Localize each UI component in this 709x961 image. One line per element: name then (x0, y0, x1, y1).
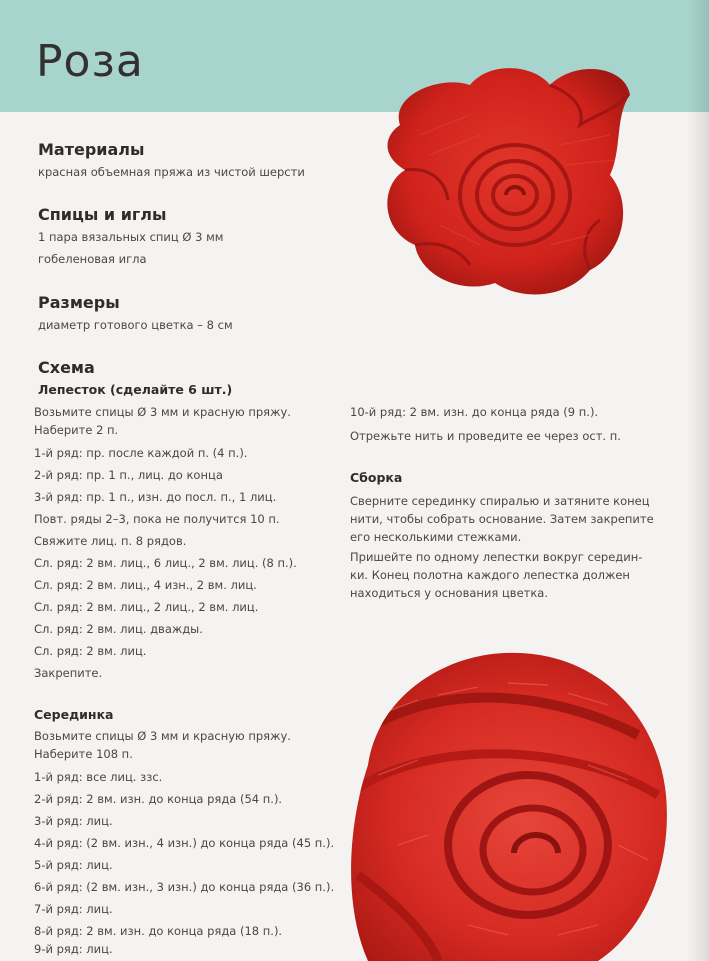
petal-row: Повт. ряды 2–3, пока не получится 10 п. (34, 512, 280, 526)
petal-row: Свяжите лиц. п. 8 рядов. (34, 534, 187, 548)
center-row: 6-й ряд: (2 вм. изн., 3 изн.) до конца ряда (36 п.). (34, 880, 335, 894)
assembly-line: Сверните серединку спиралью и затяните конец (350, 494, 650, 508)
assembly-line: Пришейте по одному лепестки вокруг середин- (350, 550, 643, 564)
center-row: 3-й ряд: лиц. (34, 814, 113, 828)
petal-row: 3-й ряд: пр. 1 п., изн. до посл. п., 1 лиц. (34, 490, 277, 504)
petal-row: 1-й ряд: пр. после каждой п. (4 п.). (34, 446, 248, 460)
petal-row: Сл. ряд: 2 вм. лиц., 2 лиц., 2 вм. лиц. (34, 600, 259, 614)
center-intro-line: Наберите 108 п. (34, 747, 133, 761)
center-row: 5-й ряд: лиц. (34, 858, 113, 872)
petal-row: 2-й ряд: пр. 1 п., лиц. до конца (34, 468, 223, 482)
center-row: 1-й ряд: все лиц. ззс. (34, 770, 163, 784)
petal-row: Сл. ряд: 2 вм. лиц. дважды. (34, 622, 203, 636)
page-title: Роза (36, 36, 144, 87)
assembly-line: ки. Конец полотна каждого лепестка должен (350, 568, 630, 582)
center-row: 9-й ряд: лиц. (34, 942, 113, 956)
petal-row: Сл. ряд: 2 вм. лиц. (34, 644, 147, 658)
center-row: 8-й ряд: 2 вм. изн. до конца ряда (18 п.). (34, 924, 283, 938)
petal-row: Закрепите. (34, 666, 103, 680)
assembly-paragraph-2 (350, 548, 642, 602)
center-row: 7-й ряд: лиц. (34, 902, 113, 916)
knitted-rose-closeup-photo (338, 645, 678, 961)
scheme-heading: Схема (38, 358, 95, 377)
center-row-continued: 10-й ряд: 2 вм. изн. до конца ряда (9 п.). (350, 405, 599, 419)
materials-text: красная объемная пряжа из чистой шерсти (38, 165, 305, 179)
needles-item: гобеленовая игла (38, 252, 147, 266)
needles-heading: Спицы и иглы (38, 205, 167, 224)
center-row: 2-й ряд: 2 вм. изн. до конца ряда (54 п.). (34, 792, 283, 806)
petal-heading: Лепесток (сделайте 6 шт.) (38, 382, 233, 397)
petal-row: Сл. ряд: 2 вм. лиц., 6 лиц., 2 вм. лиц. (8 п.). (34, 556, 297, 570)
sizes-heading: Размеры (38, 293, 120, 312)
assembly-line: его несколькими стежками. (350, 530, 522, 544)
petal-intro-line: Наберите 2 п. (34, 423, 119, 437)
assembly-heading: Сборка (350, 470, 403, 485)
assembly-paragraph-1 (350, 492, 654, 546)
materials-heading: Материалы (38, 140, 145, 159)
center-intro-line: Возьмите спицы Ø 3 мм и красную пряжу. (34, 729, 291, 743)
petal-intro-line: Возьмите спицы Ø 3 мм и красную пряжу. (34, 405, 291, 419)
page-edge-shadow (687, 0, 709, 961)
center-row-continued: Отрежьте нить и проведите ее через ост. п. (350, 429, 621, 443)
knitted-rose-photo (360, 55, 640, 305)
center-heading: Серединка (34, 707, 114, 722)
needles-item: 1 пара вязальных спиц Ø 3 мм (38, 230, 224, 244)
petal-row: Сл. ряд: 2 вм. лиц., 4 изн., 2 вм. лиц. (34, 578, 257, 592)
sizes-text: диаметр готового цветка – 8 см (38, 318, 233, 332)
assembly-line: нити, чтобы собрать основание. Затем закрепите (350, 512, 654, 526)
center-row: 4-й ряд: (2 вм. изн., 4 изн.) до конца ряда (45 п.). (34, 836, 335, 850)
assembly-line: находиться у основания цветка. (350, 586, 548, 600)
